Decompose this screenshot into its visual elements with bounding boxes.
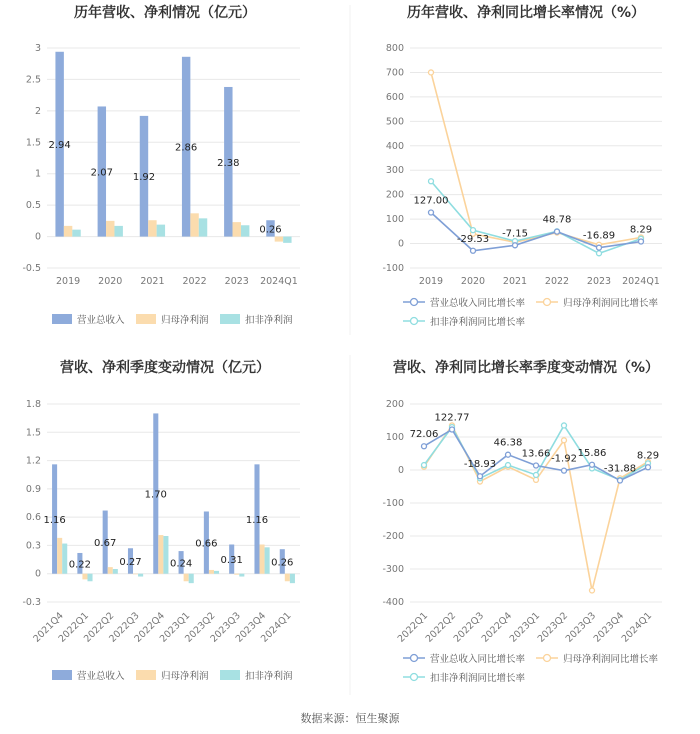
data-source: 数据来源：恒生聚源: [300, 712, 400, 725]
legend-label: 扣非净利润同比增长率: [430, 317, 526, 328]
bar-扣非净利润: [241, 225, 249, 236]
bar-归母净利润: [57, 538, 62, 574]
bar-扣非净利润: [138, 574, 143, 577]
x-tick-label: 2020: [98, 276, 123, 287]
series-point-扣非净利润同比增长率: [506, 463, 511, 468]
bar-value-label: 2.07: [90, 167, 113, 179]
y-tick-label: 200: [385, 399, 404, 410]
x-tick-label: 2023: [586, 276, 612, 287]
bar-value-label: 1.92: [132, 172, 156, 184]
bar-归母净利润: [234, 574, 239, 575]
series-point-归母净利润同比增长率: [429, 70, 434, 75]
point-value-label: -18.93: [463, 459, 497, 471]
y-tick-label: 0.9: [25, 483, 41, 495]
legend-label: 扣非净利润: [245, 671, 293, 682]
x-tick-label: 2022: [182, 276, 207, 287]
legend-marker: [411, 674, 418, 681]
x-tick-label: 2020: [460, 276, 486, 287]
y-tick-label: -100: [382, 498, 404, 509]
legend-swatch: [136, 314, 156, 324]
legend-label: 归母净利润: [161, 671, 209, 682]
x-tick-label: 2022Q1: [395, 610, 431, 645]
series-point-营业总收入同比增长率: [429, 210, 434, 215]
y-tick-label: 400: [385, 140, 404, 152]
legend-label: 营业总收入: [77, 315, 125, 326]
x-tick-label: 2021: [140, 276, 165, 287]
series-point-营业总收入同比增长率: [590, 462, 595, 467]
x-tick-label: 2023Q2: [535, 610, 571, 645]
chart-title: 营收、净利同比增长率季度变动情况（%）: [392, 360, 660, 376]
bar-扣非净利润: [199, 218, 207, 236]
bar-归母净利润: [275, 237, 283, 242]
bar-扣非净利润: [62, 544, 67, 574]
x-tick-label: 2023Q4: [591, 610, 627, 645]
y-tick-label: 0: [34, 231, 41, 243]
bar-归母净利润: [209, 570, 214, 574]
series-point-营业总收入同比增长率: [618, 478, 623, 483]
point-value-label: 122.77: [434, 412, 470, 424]
y-tick-label: 100: [385, 214, 404, 226]
x-tick-label: 2022Q2: [81, 610, 117, 645]
bar-扣非净利润: [163, 536, 168, 574]
point-value-label: 8.29: [629, 224, 653, 236]
bar-value-label: 2.94: [48, 140, 71, 152]
bar-归母净利润: [133, 574, 138, 575]
y-tick-label: 1.8: [25, 399, 41, 410]
x-tick-label: 2023Q3: [563, 610, 599, 645]
y-tick-label: -400: [382, 597, 404, 608]
x-tick-label: 2024Q1: [260, 276, 298, 287]
legend-label: 营业总收入同比增长率: [430, 298, 526, 309]
x-tick-label: 2022Q1: [56, 610, 92, 645]
bar-扣非净利润: [189, 574, 194, 583]
y-tick-label: 100: [385, 432, 404, 443]
x-tick-label: 2021Q4: [31, 610, 66, 645]
legend-swatch: [220, 314, 240, 324]
bar-value-label: 2.38: [217, 157, 240, 169]
point-value-label: 46.38: [493, 437, 523, 449]
bar-扣非净利润: [87, 574, 92, 582]
y-tick-label: -100: [382, 263, 404, 274]
legend-swatch: [52, 670, 72, 680]
point-value-label: 15.86: [577, 447, 607, 459]
bar-value-label: 2.86: [175, 142, 198, 154]
x-tick-label: 2024Q1: [259, 610, 294, 645]
y-tick-label: 1.5: [25, 427, 41, 439]
legend-label: 扣非净利润: [245, 315, 293, 326]
y-tick-label: -200: [382, 531, 404, 542]
bar-归母净利润: [260, 544, 265, 573]
bar-扣非净利润: [283, 237, 291, 243]
x-tick-label: 2022: [544, 276, 570, 287]
legend-label: 归母净利润同比增长率: [563, 654, 659, 665]
y-tick-label: 800: [385, 43, 404, 54]
bar-value-label: 0.22: [68, 559, 92, 571]
legend-marker: [411, 655, 418, 662]
x-tick-label: 2022Q4: [479, 610, 515, 645]
point-value-label: -29.53: [456, 233, 490, 245]
bar-value-label: 1.16: [43, 515, 66, 527]
bar-扣非净利润: [239, 574, 244, 577]
bar-归母净利润: [184, 574, 189, 582]
y-tick-label: 1.2: [25, 455, 41, 467]
y-tick-label: 300: [385, 165, 404, 177]
y-tick-label: 2: [34, 105, 41, 117]
y-tick-label: 2.5: [25, 74, 41, 86]
series-point-归母净利润同比增长率: [534, 477, 539, 482]
bar-value-label: 0.67: [94, 538, 117, 550]
legend-label: 营业总收入: [77, 671, 125, 682]
y-tick-label: 0: [397, 465, 404, 476]
y-tick-label: 0: [397, 238, 404, 250]
legend-swatch: [52, 314, 72, 324]
series-point-营业总收入同比增长率: [422, 444, 427, 449]
bar-value-label: 0.31: [220, 555, 243, 567]
bar-value-label: 0.27: [119, 556, 142, 568]
bar-归母净利润: [82, 574, 87, 580]
point-value-label: 72.06: [409, 429, 439, 441]
x-tick-label: 2022Q3: [107, 610, 142, 645]
point-value-label: -1.92: [551, 453, 577, 465]
y-tick-label: 0: [34, 568, 41, 580]
x-tick-label: 2023Q2: [183, 610, 218, 645]
annual-revenue-profit-chart: [22, 4, 300, 326]
quarterly-growth-rate-chart: [382, 359, 662, 684]
legend-label: 归母净利润: [161, 315, 209, 326]
series-point-营业总收入同比增长率: [646, 465, 651, 470]
annual-growth-rate-chart: [382, 4, 662, 328]
point-value-label: 8.29: [636, 450, 660, 462]
bar-归母净利润: [64, 226, 72, 237]
y-tick-label: -300: [382, 564, 404, 575]
bar-归母净利润: [190, 213, 198, 236]
bar-value-label: 0.66: [195, 538, 218, 550]
y-tick-label: -0.5: [22, 263, 41, 274]
bar-扣非净利润: [265, 547, 270, 573]
x-tick-label: 2023Q1: [507, 610, 543, 645]
bar-value-label: 1.70: [144, 489, 167, 501]
x-tick-label: 2024Q1: [619, 610, 655, 645]
x-tick-label: 2022Q2: [423, 610, 459, 645]
bar-归母净利润: [285, 574, 290, 582]
bar-扣非净利润: [114, 226, 122, 237]
point-value-label: 13.66: [521, 448, 551, 460]
legend-marker: [544, 655, 551, 662]
y-tick-label: 700: [385, 67, 404, 79]
series-point-营业总收入同比增长率: [597, 245, 602, 250]
legend-label: 归母净利润同比增长率: [563, 298, 659, 309]
y-tick-label: 1.5: [25, 137, 41, 149]
legend-swatch: [136, 670, 156, 680]
x-tick-label: 2023Q1: [157, 610, 193, 645]
series-point-营业总收入同比增长率: [562, 468, 567, 473]
series-point-营业总收入同比增长率: [471, 248, 476, 253]
x-tick-label: 2022Q3: [451, 610, 487, 645]
series-point-归母净利润同比增长率: [590, 588, 595, 593]
series-point-扣非净利润同比增长率: [534, 472, 539, 477]
bar-扣非净利润: [290, 574, 295, 583]
y-tick-label: 0.5: [25, 200, 41, 212]
y-tick-label: 3: [34, 43, 41, 54]
legend-swatch: [220, 670, 240, 680]
y-tick-label: 600: [385, 91, 404, 103]
series-point-营业总收入同比增长率: [450, 427, 455, 432]
bar-归母净利润: [148, 220, 156, 236]
x-tick-label: 2023Q3: [208, 610, 243, 645]
x-tick-label: 2023: [224, 276, 249, 287]
legend-marker: [411, 299, 418, 306]
x-tick-label: 2019: [55, 276, 81, 287]
series-point-营业总收入同比增长率: [506, 452, 511, 457]
legend-marker: [544, 299, 551, 306]
quarterly-revenue-profit-chart: [22, 359, 300, 682]
point-value-label: -7.15: [502, 228, 528, 240]
bar-归母净利润: [106, 221, 114, 237]
x-tick-label: 2021: [502, 276, 528, 287]
x-tick-label: 2023Q4: [233, 610, 269, 645]
series-point-营业总收入同比增长率: [639, 239, 644, 244]
point-value-label: -16.89: [582, 230, 616, 242]
y-tick-label: 1: [34, 168, 41, 180]
bar-扣非净利润: [113, 569, 118, 574]
series-point-营业总收入同比增长率: [555, 229, 560, 234]
point-value-label: 48.78: [542, 214, 572, 226]
y-tick-label: 0.6: [25, 512, 41, 524]
x-tick-label: 2024Q1: [622, 276, 660, 287]
chart-title: 营收、净利季度变动情况（亿元）: [60, 360, 270, 376]
bar-归母净利润: [233, 222, 241, 236]
point-value-label: -31.88: [603, 463, 637, 475]
bar-value-label: 0.26: [271, 557, 294, 569]
legend-marker: [411, 318, 418, 325]
series-point-扣非净利润同比增长率: [562, 423, 567, 428]
series-point-扣非净利润同比增长率: [471, 228, 476, 233]
legend-label: 扣非净利润同比增长率: [430, 673, 526, 684]
chart-title: 历年营收、净利同比增长率情况（%）: [406, 5, 646, 21]
series-point-归母净利润同比增长率: [562, 438, 567, 443]
series-point-营业总收入同比增长率: [478, 474, 483, 479]
bar-value-label: 0.24: [169, 558, 193, 570]
bar-value-label: 0.26: [259, 224, 282, 236]
series-point-扣非净利润同比增长率: [597, 251, 602, 256]
series-point-营业总收入同比增长率: [534, 463, 539, 468]
legend-label: 营业总收入同比增长率: [430, 654, 526, 665]
bar-归母净利润: [108, 567, 113, 574]
x-tick-label: 2022Q4: [132, 610, 167, 645]
x-tick-label: 2019: [418, 276, 444, 287]
series-point-扣非净利润同比增长率: [422, 463, 427, 468]
bar-归母净利润: [158, 535, 163, 574]
bar-扣非净利润: [72, 230, 80, 237]
series-point-营业总收入同比增长率: [513, 243, 518, 248]
bar-扣非净利润: [214, 571, 219, 574]
y-tick-label: 500: [385, 116, 404, 128]
bar-扣非净利润: [157, 225, 165, 237]
series-point-扣非净利润同比增长率: [429, 179, 434, 184]
chart-title: 历年营收、净利情况（亿元）: [74, 5, 256, 21]
y-tick-label: 200: [385, 189, 404, 201]
y-tick-label: -0.3: [22, 597, 41, 608]
y-tick-label: 0.3: [25, 540, 41, 552]
bar-value-label: 1.16: [245, 515, 269, 527]
point-value-label: 127.00: [413, 195, 449, 207]
